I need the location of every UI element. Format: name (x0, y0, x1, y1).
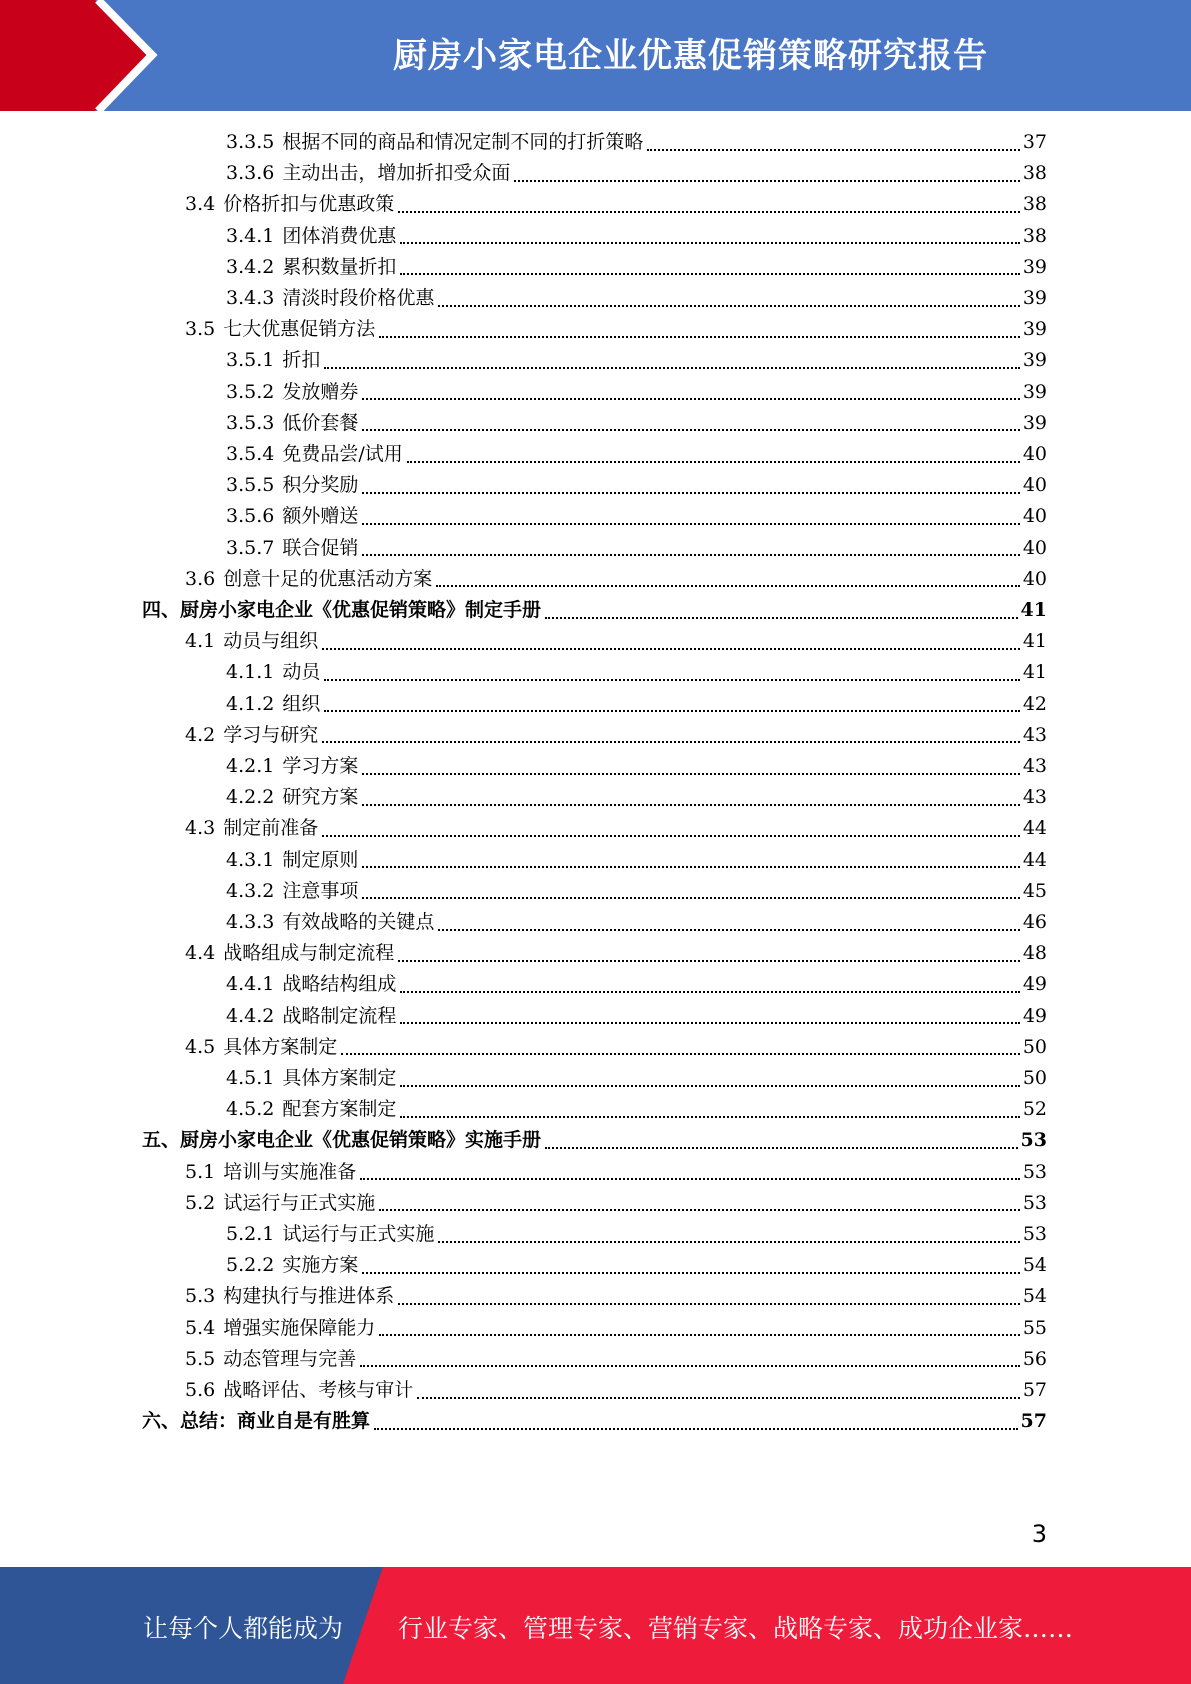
toc-leader-dots (407, 461, 1020, 463)
toc-entry-title: 构建执行与推进体系 (223, 1285, 395, 1308)
toc-entry-page: 40 (1022, 505, 1047, 528)
toc-entry-title: 七大优惠促销方法 (223, 318, 376, 341)
toc-entry-page: 39 (1022, 287, 1047, 309)
toc-leader-dots (322, 741, 1020, 743)
toc-entry-page: 43 (1022, 755, 1047, 777)
toc-entry-page: 41 (1022, 661, 1047, 684)
toc-leader-dots (400, 242, 1019, 244)
toc-entry[interactable] (226, 127, 1047, 158)
toc-entry[interactable] (226, 158, 1047, 189)
toc-entry-number: 4.3.1 (226, 848, 275, 871)
toc-entry[interactable] (226, 1063, 1047, 1094)
toc-entry-title: 学习方案 (282, 755, 359, 777)
toc-entry-number: 4.2 (185, 723, 216, 746)
toc-entry-title: 额外赠送 (282, 505, 359, 528)
toc-entry-title: 试运行与正式实施 (223, 1191, 376, 1214)
toc-entry-title: 战略制定流程 (282, 1004, 397, 1027)
toc-entry-page: 44 (1022, 817, 1047, 840)
page-header (0, 0, 1191, 111)
toc-entry-title: 注意事项 (282, 879, 359, 902)
toc-entry-page: 40 (1022, 474, 1047, 497)
toc-entry-title: 低价套餐 (282, 411, 359, 434)
toc-leader-dots (436, 585, 1020, 587)
toc-entry-title: 组织 (282, 692, 321, 715)
toc-leader-dots (362, 554, 1019, 556)
toc-leader-dots (400, 1116, 1019, 1118)
toc-entry[interactable] (226, 408, 1047, 439)
toc-entry[interactable] (226, 657, 1047, 688)
header-arrow-decoration (0, 0, 200, 111)
toc-entry-title: 具体方案制定 (223, 1035, 338, 1058)
toc-entry-title: 增强实施保障能力 (223, 1316, 376, 1339)
toc-entry[interactable] (226, 1001, 1047, 1032)
toc-entry-page: 53 (1022, 1160, 1047, 1183)
toc-entry-page: 52 (1022, 1098, 1047, 1121)
toc-entry-page: 57 (1020, 1410, 1047, 1433)
toc-entry[interactable] (185, 564, 1047, 595)
toc-entry-number: 4.3 (185, 817, 216, 840)
toc-entry-number: 4.1.1 (226, 661, 275, 684)
toc-entry-number: 3.5.4 (226, 443, 275, 465)
toc-entry[interactable] (185, 938, 1047, 969)
toc-leader-dots (362, 897, 1019, 899)
toc-entry-page: 41 (1022, 630, 1047, 653)
toc-leader-dots (360, 1365, 1020, 1367)
toc-entry-title: 试运行与正式实施 (282, 1223, 435, 1245)
toc-entry[interactable] (226, 907, 1047, 938)
toc-entry-number: 3.5.2 (226, 380, 275, 403)
toc-entry-page: 49 (1022, 1004, 1047, 1027)
toc-entry-number: 4.4.2 (226, 1004, 275, 1027)
toc-entry-number: 3.5.7 (226, 536, 275, 559)
toc-entry-page: 42 (1022, 692, 1047, 715)
toc-entry-title: 制定前准备 (223, 817, 319, 840)
toc-leader-dots (374, 1428, 1018, 1430)
toc-entry-number: 3.4.2 (226, 255, 275, 278)
toc-leader-dots (362, 492, 1019, 494)
toc-entry-title: 厨房小家电企业《优惠促销策略》制定手册 (180, 599, 542, 621)
toc-entry-page: 56 (1022, 1347, 1047, 1370)
toc-entry-page: 53 (1022, 1191, 1047, 1214)
toc-entry-page: 50 (1022, 1035, 1047, 1058)
toc-leader-dots (322, 835, 1020, 837)
toc-entry-number: 4.4 (185, 942, 216, 965)
toc-leader-dots (324, 367, 1019, 369)
toc-entry[interactable] (185, 1344, 1047, 1375)
toc-entry-number: 4.5.2 (226, 1098, 275, 1121)
toc-entry-page: 53 (1020, 1129, 1047, 1152)
toc-entry-number: 3.5.1 (226, 349, 275, 372)
toc-leader-dots (341, 1053, 1020, 1055)
toc-entry-title: 联合促销 (282, 536, 359, 559)
toc-leader-dots (362, 398, 1019, 400)
toc-entry-title: 培训与实施准备 (223, 1160, 357, 1183)
toc-entry-title: 动态管理与完善 (223, 1347, 357, 1370)
toc-entry-number: 四、 (142, 599, 181, 621)
toc-entry-page: 53 (1022, 1223, 1047, 1245)
toc-entry-number: 3.4 (185, 193, 216, 216)
toc-entry-number: 4.5 (185, 1035, 216, 1058)
toc-entry-number: 3.6 (185, 567, 216, 590)
report-title: 厨房小家电企业优惠促销策略研究报告 (393, 36, 988, 76)
toc-leader-dots (379, 1209, 1020, 1211)
toc-entry[interactable] (185, 189, 1047, 220)
toc-entry-title: 免费品尝/试用 (282, 443, 403, 465)
toc-entry[interactable] (226, 782, 1047, 813)
toc-entry-page: 40 (1022, 536, 1047, 559)
toc-leader-dots (360, 1178, 1020, 1180)
toc-entry-page: 40 (1022, 443, 1047, 465)
footer-slogan-right: 行业专家、管理专家、营销专家、战略专家、成功企业家…… (398, 1614, 1074, 1643)
toc-entry-title: 积分奖励 (282, 474, 359, 497)
toc-entry-number: 5.2.2 (226, 1254, 275, 1277)
toc-entry-title: 战略评估、考核与审计 (223, 1379, 414, 1401)
toc-entry[interactable] (226, 1094, 1047, 1125)
toc-entry-page: 38 (1022, 162, 1047, 185)
toc-entry[interactable] (226, 252, 1047, 283)
toc-entry[interactable] (185, 1375, 1047, 1406)
toc-entry[interactable] (226, 345, 1047, 376)
toc-leader-dots (647, 149, 1019, 151)
toc-leader-dots (400, 273, 1019, 275)
toc-entry[interactable] (142, 1125, 1047, 1156)
toc-leader-dots (324, 679, 1019, 681)
toc-entry-number: 4.1 (185, 630, 216, 653)
toc-entry[interactable] (226, 283, 1047, 314)
toc-entry-number: 4.2.2 (226, 786, 275, 809)
toc-leader-dots (514, 180, 1019, 182)
toc-leader-dots (545, 1147, 1018, 1149)
toc-entry-number: 3.5 (185, 318, 216, 341)
toc-entry[interactable] (185, 1281, 1047, 1312)
toc-entry-title: 折扣 (282, 349, 321, 372)
toc-entry[interactable] (185, 720, 1047, 751)
toc-entry-number: 3.4.1 (226, 224, 275, 247)
toc-entry-number: 4.4.1 (226, 973, 275, 996)
toc-entry-title: 累积数量折扣 (282, 255, 397, 278)
toc-entry-title: 主动出击，增加折扣受众面 (282, 162, 511, 185)
toc-entry[interactable] (185, 813, 1047, 844)
toc-entry-number: 5.4 (185, 1316, 216, 1339)
toc-entry-number: 4.1.2 (226, 692, 275, 715)
toc-entry-title: 学习与研究 (223, 723, 319, 746)
toc-entry-title: 发放赠券 (282, 380, 359, 403)
toc-entry-page: 37 (1022, 131, 1047, 153)
toc-entry-number: 3.3.6 (226, 162, 275, 185)
toc-entry-number: 4.5.1 (226, 1067, 275, 1089)
toc-entry[interactable] (142, 595, 1047, 626)
toc-entry[interactable] (226, 1250, 1047, 1281)
toc-entry-number: 5.1 (185, 1160, 216, 1183)
toc-entry-title: 实施方案 (282, 1254, 359, 1277)
toc-entry-title: 动员 (282, 661, 321, 684)
toc-entry-title: 战略结构组成 (282, 973, 397, 996)
toc-entry[interactable] (226, 845, 1047, 876)
toc-leader-dots (438, 305, 1019, 307)
toc-entry-title: 价格折扣与优惠政策 (223, 193, 395, 216)
toc-entry[interactable] (185, 1157, 1047, 1188)
toc-entry-page: 54 (1022, 1285, 1047, 1308)
toc-entry-title: 根据不同的商品和情况定制不同的打折策略 (282, 131, 644, 153)
toc-entry[interactable] (226, 377, 1047, 408)
toc-entry-page: 39 (1022, 255, 1047, 278)
toc-entry-number: 3.3.5 (226, 131, 275, 153)
toc-entry[interactable] (185, 1313, 1047, 1344)
toc-entry-title: 团体消费优惠 (282, 224, 397, 247)
toc-entry-title: 配套方案制定 (282, 1098, 397, 1121)
toc-leader-dots (400, 1022, 1019, 1024)
toc-entry-title: 厨房小家电企业《优惠促销策略》实施手册 (180, 1129, 542, 1152)
toc-entry-number: 4.3.3 (226, 911, 275, 933)
toc-entry-title: 战略组成与制定流程 (223, 942, 395, 965)
toc-entry-title: 有效战略的关键点 (282, 911, 435, 933)
toc-leader-dots (398, 960, 1020, 962)
toc-leader-dots (400, 1085, 1019, 1087)
footer-slogan-left: 让每个人都能成为 (143, 1614, 344, 1643)
toc-leader-dots (362, 429, 1019, 431)
toc-entry-page: 44 (1022, 848, 1047, 871)
toc-leader-dots (324, 710, 1019, 712)
toc-entry[interactable] (226, 221, 1047, 252)
toc-entry[interactable] (226, 501, 1047, 532)
toc-entry-number: 3.5.3 (226, 411, 275, 434)
toc-entry[interactable] (185, 626, 1047, 657)
toc-leader-dots (417, 1397, 1020, 1399)
toc-entry-number: 六、 (142, 1410, 181, 1433)
toc-leader-dots (362, 1272, 1019, 1274)
toc-entry-page: 40 (1022, 567, 1047, 590)
toc-entry-page: 43 (1022, 723, 1047, 746)
toc-entry[interactable] (226, 470, 1047, 501)
toc-entry-page: 46 (1022, 911, 1047, 933)
toc-entry-title: 总结：商业自是有胜算 (180, 1410, 371, 1433)
page-number: 3 (1031, 1520, 1047, 1548)
toc-entry-page: 50 (1022, 1067, 1047, 1089)
toc-entry-page: 39 (1022, 349, 1047, 372)
toc-entry-title: 具体方案制定 (282, 1067, 397, 1089)
toc-entry[interactable] (226, 751, 1047, 782)
toc-entry[interactable] (226, 439, 1047, 470)
toc-entry-number: 4.3.2 (226, 879, 275, 902)
toc-leader-dots (545, 617, 1018, 619)
toc-leader-dots (362, 773, 1019, 775)
page-footer (0, 1567, 1191, 1684)
toc-entry-title: 清淡时段价格优惠 (282, 287, 435, 309)
toc-entry[interactable] (226, 689, 1047, 720)
toc-entry-number: 3.5.5 (226, 474, 275, 497)
toc-entry-number: 5.5 (185, 1347, 216, 1370)
toc-entry[interactable] (185, 1188, 1047, 1219)
toc-entry-page: 39 (1022, 380, 1047, 403)
toc-leader-dots (398, 1303, 1020, 1305)
toc-entry-page: 54 (1022, 1254, 1047, 1277)
toc-leader-dots (438, 1241, 1019, 1243)
toc-entry[interactable] (226, 533, 1047, 564)
toc-entry-page: 43 (1022, 786, 1047, 809)
toc-entry-number: 3.5.6 (226, 505, 275, 528)
toc-leader-dots (322, 648, 1020, 650)
toc-entry-page: 45 (1022, 879, 1047, 902)
toc-leader-dots (362, 523, 1019, 525)
toc-entry-number: 5.2 (185, 1191, 216, 1214)
toc-entry-page: 38 (1022, 193, 1047, 216)
toc-entry-page: 39 (1022, 318, 1047, 341)
toc-entry-number: 5.6 (185, 1379, 216, 1401)
toc-leader-dots (362, 804, 1019, 806)
toc-entry-page: 55 (1022, 1316, 1047, 1339)
toc-entry-title: 制定原则 (282, 848, 359, 871)
toc-entry[interactable] (185, 314, 1047, 345)
toc-leader-dots (379, 1334, 1020, 1336)
toc-leader-dots (398, 211, 1020, 213)
toc-entry-page: 38 (1022, 224, 1047, 247)
toc-entry-title: 动员与组织 (223, 630, 319, 653)
toc-leader-dots (379, 336, 1020, 338)
toc-entry[interactable] (226, 1219, 1047, 1250)
toc-leader-dots (362, 866, 1019, 868)
toc-entry[interactable] (226, 969, 1047, 1000)
toc-entry-page: 48 (1022, 942, 1047, 965)
toc-entry-number: 5.3 (185, 1285, 216, 1308)
toc-entry[interactable] (226, 876, 1047, 907)
toc-entry-page: 39 (1022, 411, 1047, 434)
toc-entry-number: 4.2.1 (226, 755, 275, 777)
toc-entry-number: 3.4.3 (226, 287, 275, 309)
toc-entry-page: 41 (1020, 599, 1047, 621)
toc-entry-number: 5.2.1 (226, 1223, 275, 1245)
toc-entry-page: 49 (1022, 973, 1047, 996)
toc-entry[interactable] (142, 1406, 1047, 1437)
toc-entry-page: 57 (1022, 1379, 1047, 1401)
toc-entry-title: 研究方案 (282, 786, 359, 809)
toc-leader-dots (400, 991, 1019, 993)
toc-entry[interactable] (185, 1032, 1047, 1063)
toc-entry-number: 五、 (142, 1129, 181, 1152)
toc-entry-title: 创意十足的优惠活动方案 (223, 567, 433, 590)
toc-leader-dots (438, 929, 1019, 931)
